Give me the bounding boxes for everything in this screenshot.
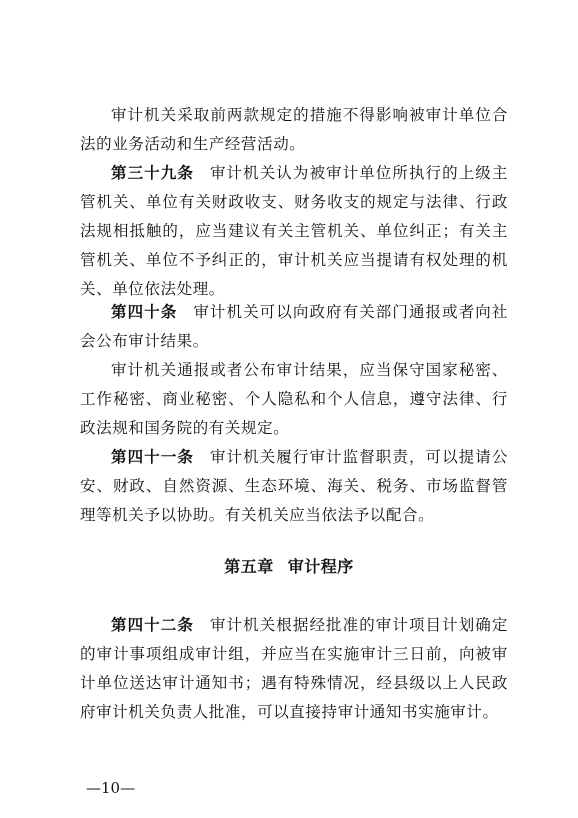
paragraph-article-42 <box>80 611 508 727</box>
paragraph-1-text: 审计机关采取前两款规定的措施不得影响被审计单位合法的业务活动和生产经营活动。 <box>80 106 508 153</box>
article-40-heading: 第四十条 <box>111 303 178 321</box>
article-40-2-text: 审计机关通报或者公布审计结果，应当保守国家秘密、工作秘密、商业秘密、个人隐私和个人信息，遵守法律、行政法规和国务院的有关规定。 <box>80 361 508 437</box>
article-41-text: 审计机关履行审计监督职责，可以提请公安、财政、自然资源、生态环境、海关、税务、市场监督管理等机关予以协助。有关机关应当依法予以配合。 <box>80 448 508 524</box>
chapter-number: 第五章 <box>224 557 274 576</box>
page-number: —10— <box>86 779 136 797</box>
article-40-text: 审计机关可以向政府有关部门通报或者向社会公布审计结果。 <box>80 303 508 350</box>
paragraph-article-40-2 <box>80 356 508 443</box>
paragraph-1 <box>80 101 508 159</box>
paragraph-article-41 <box>80 443 508 530</box>
paragraph-article-39 <box>80 159 508 304</box>
paragraph-article-40 <box>80 298 508 356</box>
chapter-heading <box>0 555 578 579</box>
article-42-heading: 第四十二条 <box>111 616 194 634</box>
article-42-text: 审计机关根据经批准的审计项目计划确定的审计事项组成审计组，并应当在实施审计三日前，向被审计单位送达审计通知书；遇有特殊情况，经县级以上人民政府审计机关负责人批准，可以直接持审计通知书实施审计。 <box>80 616 508 721</box>
article-39-text: 审计机关认为被审计单位所执行的上级主管机关、单位有关财政收支、财务收支的规定与法律、行政法规相抵触的，应当建议有关主管机关、单位纠正；有关主管机关、单位不予纠正的，审计机关应当提请有权处理的机关、单位依法处理。 <box>80 164 508 298</box>
article-39-heading: 第三十九条 <box>111 164 194 182</box>
chapter-title: 审计程序 <box>287 557 354 576</box>
article-41-heading: 第四十一条 <box>111 448 194 466</box>
